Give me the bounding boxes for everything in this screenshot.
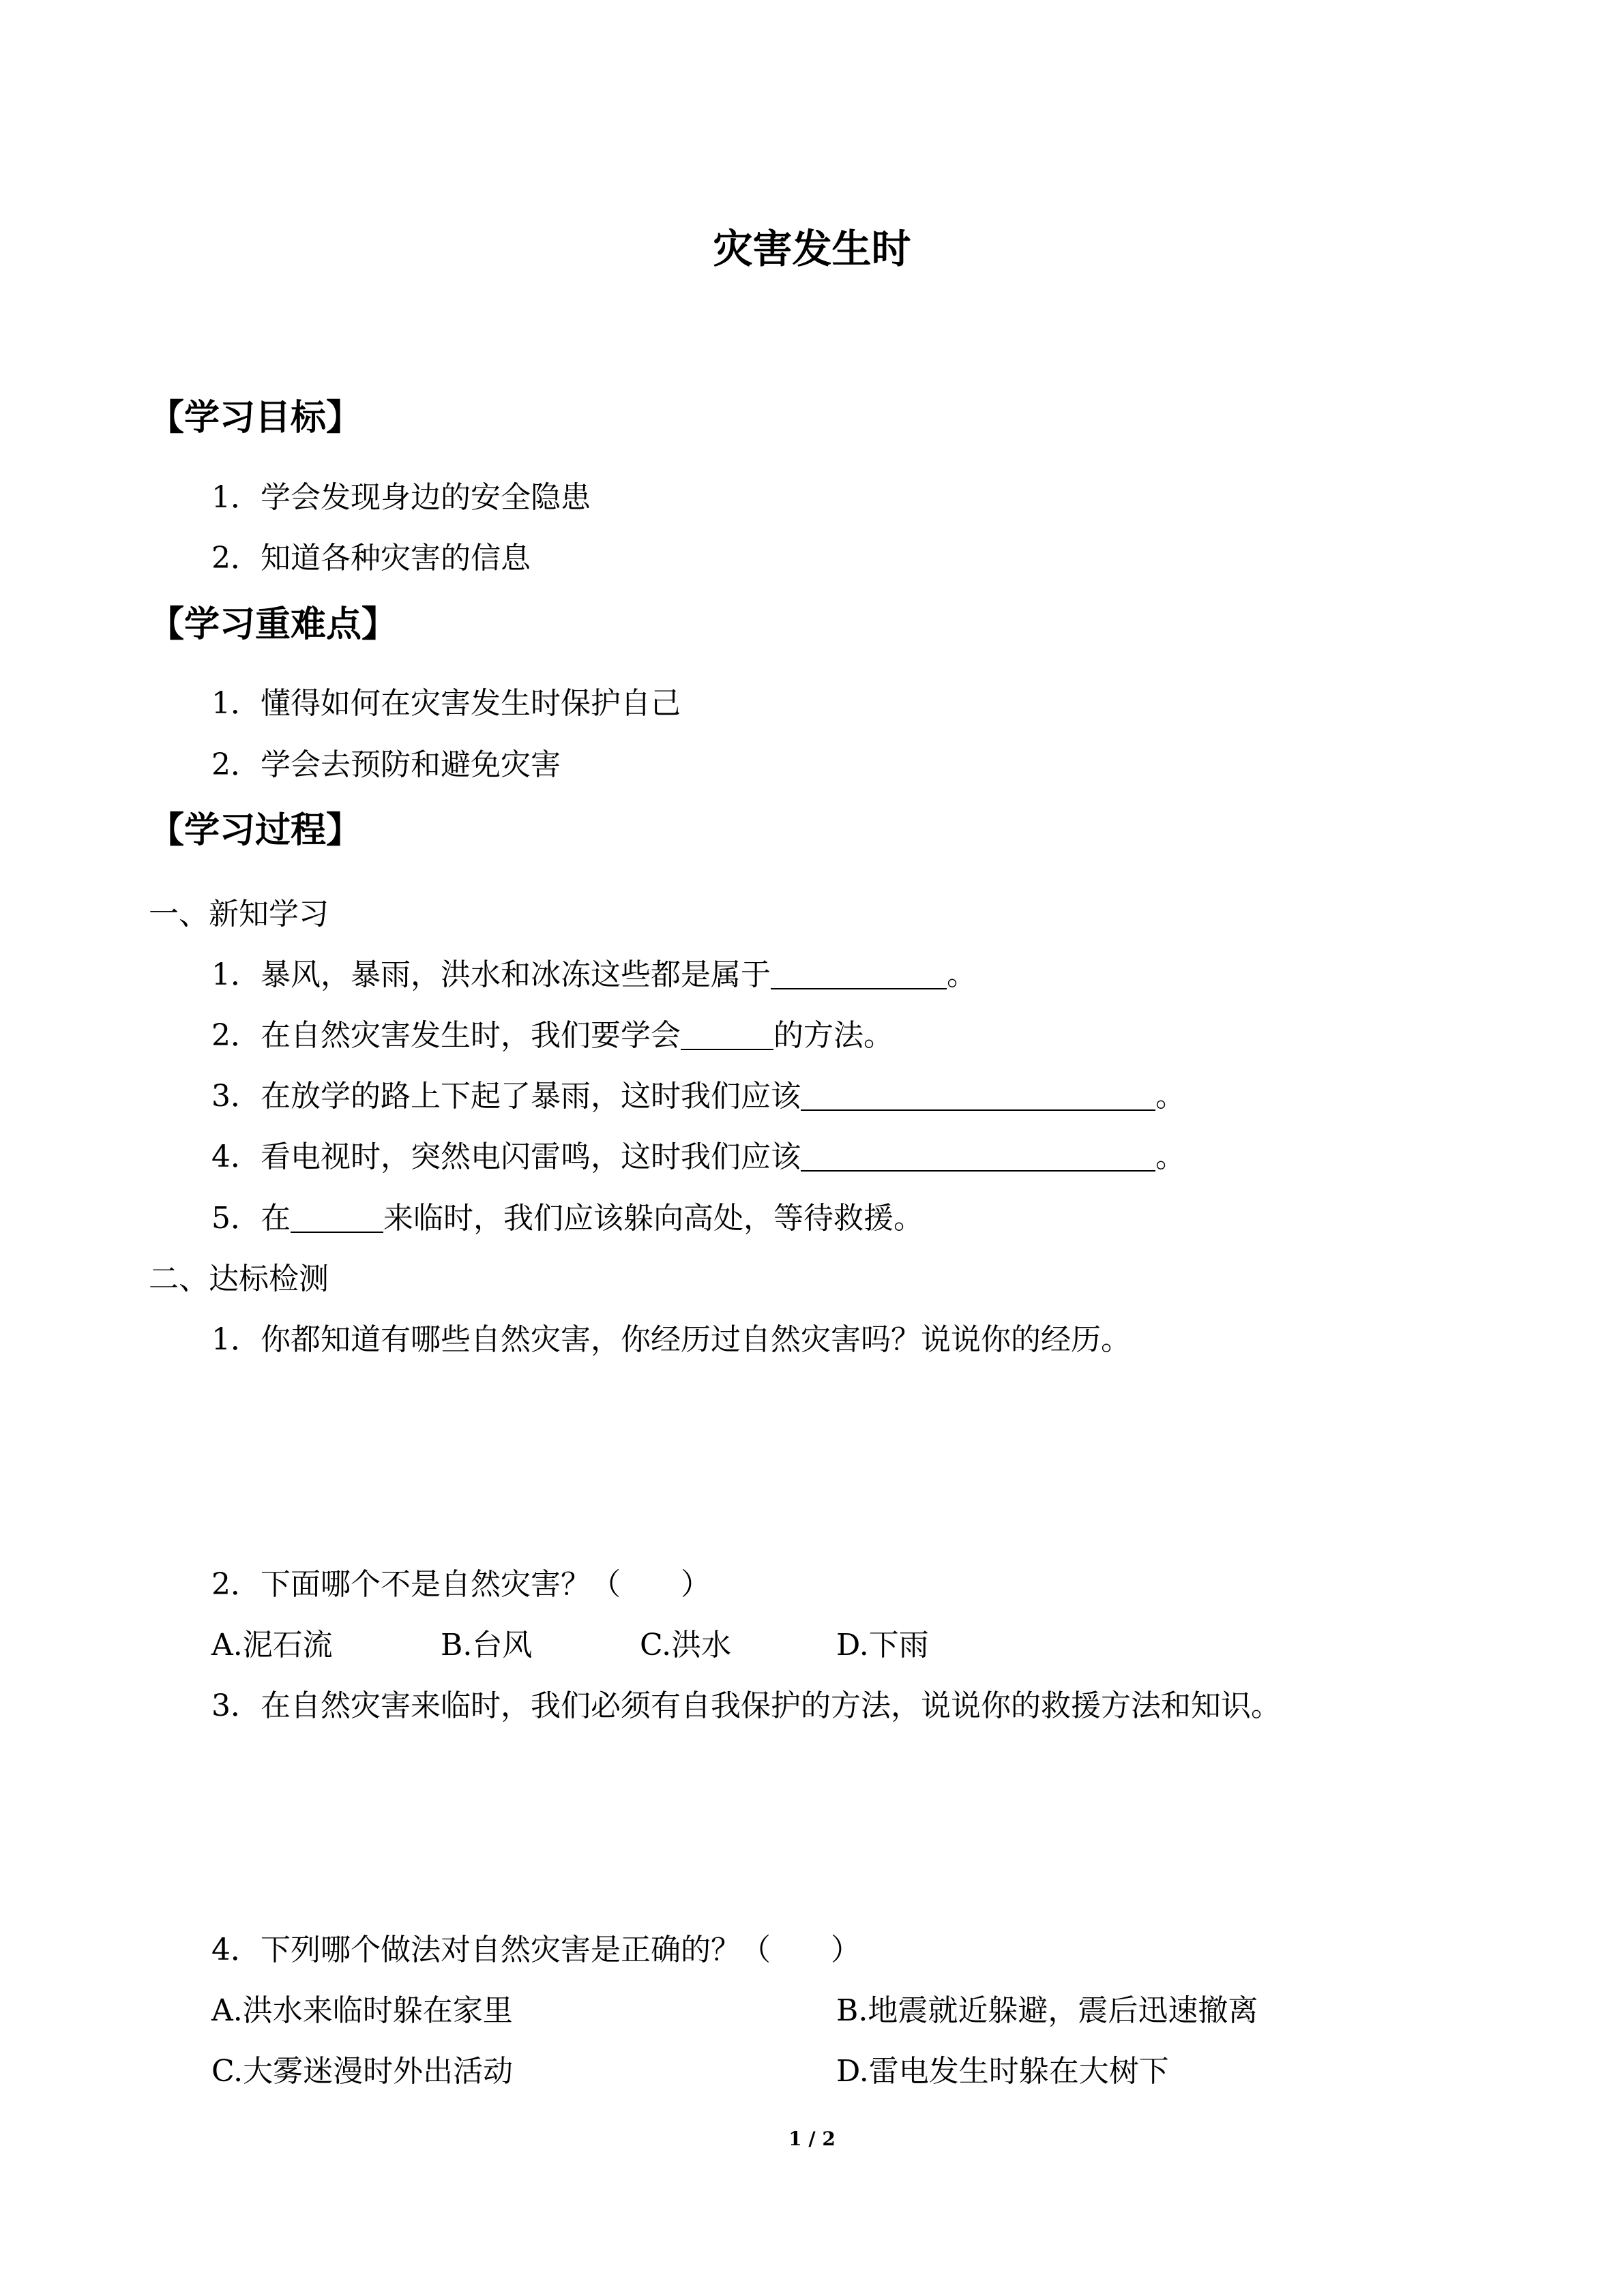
question-text-end: 的方法。 bbox=[773, 1018, 894, 1053]
option-b: B.地震就近躲避，震后迅速撤离 bbox=[836, 1993, 1258, 2028]
key-point-item-2: 2．学会去预防和避免灾害 bbox=[211, 747, 561, 782]
option-d: D.雷电发生时躲在大树下 bbox=[836, 2054, 1169, 2089]
option-c: C.大雾迷漫时外出活动 bbox=[211, 2054, 514, 2089]
goal-item-2: 2．知道各种灾害的信息 bbox=[211, 541, 531, 576]
heading-key-points: 【学习重难点】 bbox=[149, 604, 398, 645]
question-text: 4．看电视时，突然电闪雷鸣，这时我们应该 bbox=[211, 1139, 801, 1174]
question-text: 2．在自然灾害发生时，我们要学会 bbox=[211, 1018, 681, 1053]
part2-label: 二、达标检测 bbox=[149, 1262, 329, 1296]
page-number: 1 / 2 bbox=[788, 2128, 836, 2150]
part1-question-3 bbox=[211, 1071, 1185, 1115]
option-a: A.洪水来临时躲在家里 bbox=[211, 1993, 513, 2028]
part1-question-2 bbox=[211, 1011, 894, 1054]
question-text: 5．在 bbox=[211, 1201, 291, 1236]
question-text-end: 来临时，我们应该躲向高处，等待救援。 bbox=[383, 1201, 924, 1236]
part1-question-5 bbox=[211, 1193, 924, 1237]
part1-question-1 bbox=[211, 950, 977, 994]
heading-goals: 【学习目标】 bbox=[149, 398, 362, 438]
question-text-end: 。 bbox=[1155, 1139, 1185, 1174]
part1-label: 一、新知学习 bbox=[149, 897, 329, 931]
fill-blank[interactable] bbox=[801, 1140, 1155, 1172]
goal-item-1: 1．学会发现身边的安全隐患 bbox=[211, 480, 591, 515]
key-point-item-1: 1．懂得如何在灾害发生时保护自己 bbox=[211, 686, 681, 721]
part2-question-1: 1．你都知道有哪些自然灾害，你经历过自然灾害吗？说说你的经历。 bbox=[211, 1322, 1131, 1357]
question-text-end: 。 bbox=[1155, 1079, 1185, 1114]
page-title: 灾害发生时 bbox=[713, 226, 911, 272]
heading-process: 【学习过程】 bbox=[149, 810, 362, 851]
fill-blank[interactable] bbox=[291, 1202, 383, 1233]
fill-blank[interactable] bbox=[801, 1079, 1155, 1111]
question-text-end: 。 bbox=[947, 957, 977, 992]
part2-question-3: 3．在自然灾害来临时，我们必须有自我保护的方法，说说你的救援方法和知识。 bbox=[211, 1688, 1281, 1723]
part2-question-2: 2．下面哪个不是自然灾害？（ ） bbox=[211, 1567, 711, 1602]
question-text: 1．暴风，暴雨，洪水和冰冻这些都是属于 bbox=[211, 957, 771, 992]
option-d: D.下雨 bbox=[836, 1628, 929, 1663]
fill-blank[interactable] bbox=[771, 958, 947, 989]
option-c: C.洪水 bbox=[640, 1628, 732, 1663]
part1-question-4 bbox=[211, 1132, 1185, 1176]
question-text: 3．在放学的路上下起了暴雨，这时我们应该 bbox=[211, 1079, 801, 1114]
fill-blank[interactable] bbox=[681, 1019, 773, 1050]
option-b: B.台风 bbox=[441, 1628, 533, 1663]
part2-question-4: 4．下列哪个做法对自然灾害是正确的？（ ） bbox=[211, 1933, 861, 1967]
option-a: A.泥石流 bbox=[211, 1628, 333, 1663]
